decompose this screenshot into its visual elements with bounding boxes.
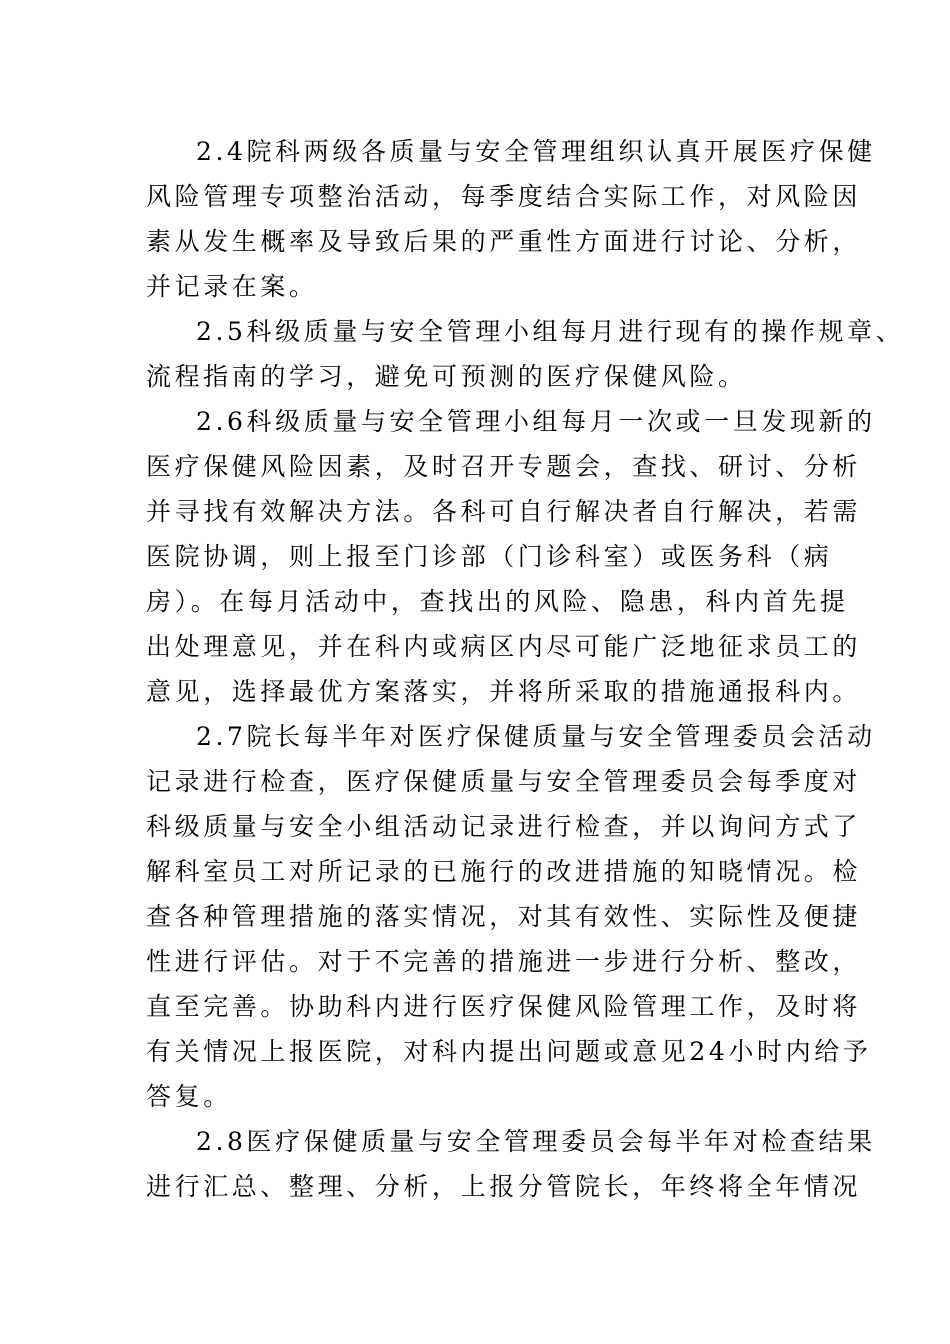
text-line: 直至完善。协助科内进行医疗保健风险管理工作，及时将 [146, 992, 862, 1021]
text-line: 解科室员工对所记录的已施行的改进措施的知晓情况。检 [146, 857, 862, 886]
text-line: 并记录在案。 [146, 272, 318, 301]
text-line: 有关情况上报医院，对科内提出问题或意见24小时内给予 [146, 1037, 872, 1066]
text-line: 意见，选择最优方案落实，并将所采取的措施通报科内。 [146, 677, 862, 706]
text-line: 素从发生概率及导致后果的严重性方面进行讨论、分析， [146, 227, 862, 256]
text-line: 流程指南的学习，避免可预测的医疗保健风险。 [146, 362, 747, 391]
text-line: 2.5科级质量与安全管理小组每月进行现有的操作规章、 [196, 317, 905, 346]
text-line: 进行汇总、整理、分析，上报分管院长，年终将全年情况 [146, 1172, 862, 1201]
text-line: 性进行评估。对于不完善的措施进一步进行分析、整改， [146, 947, 862, 976]
text-line: 出处理意见，并在科内或病区内尽可能广泛地征求员工的 [146, 632, 862, 661]
text-line: 查各种管理措施的落实情况，对其有效性、实际性及便捷 [146, 902, 862, 931]
text-line: 科级质量与安全小组活动记录进行检查，并以询问方式了 [146, 812, 862, 841]
text-line: 答复。 [146, 1082, 232, 1111]
text-line: 医疗保健风险因素，及时召开专题会，查找、研讨、分析 [146, 452, 862, 481]
text-line: 2.8医疗保健质量与安全管理委员会每半年对检查结果 [196, 1127, 876, 1156]
text-line: 风险管理专项整治活动，每季度结合实际工作，对风险因 [146, 182, 862, 211]
text-line: 记录进行检查，医疗保健质量与安全管理委员会每季度对 [146, 767, 862, 796]
text-line: 医院协调，则上报至门诊部（门诊科室）或医务科（病 [146, 542, 833, 571]
text-line: 2.6科级质量与安全管理小组每月一次或一旦发现新的 [196, 407, 876, 436]
text-line: 2.7院长每半年对医疗保健质量与安全管理委员会活动 [196, 722, 876, 751]
text-line: 房）。在每月活动中，查找出的风险、隐患，科内首先提 [146, 587, 849, 616]
text-line: 2.4院科两级各质量与安全管理组织认真开展医疗保健 [196, 137, 876, 166]
text-line: 并寻找有效解决方法。各科可自行解决者自行解决，若需 [146, 497, 862, 526]
